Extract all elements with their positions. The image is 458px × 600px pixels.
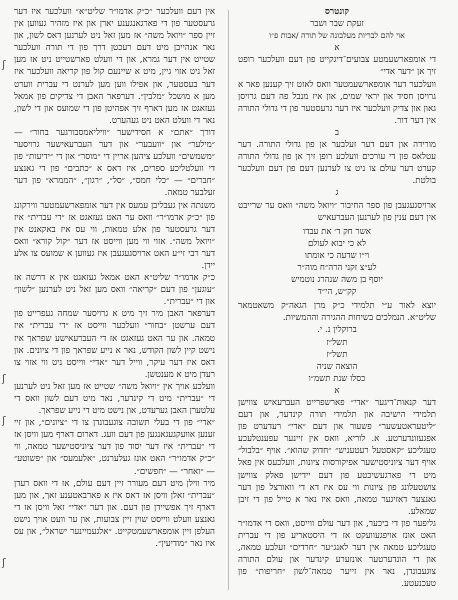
section-number-2: ב xyxy=(334,127,340,138)
verse-line: לע״צ זקני הרה״ח מוה״ר xyxy=(297,262,377,273)
verse-line: יוסף בן משה שנהרג נוטמיש xyxy=(291,275,383,286)
verse-line: לא כי יבוא לעולם xyxy=(307,238,367,249)
left-paragraph-3: משנתה אין געבליבן עמעס אין דער אומפארשעמטער ווירקונג פון ״כ״ק אדמו״ר״ וואס ער האט געזאגט אז ״די עברית״ איז דער גרעסטער פון אלע טמאות, ווי עס איז באקאנט אין ״ויואל משה״. אזוי ווי מען ווייסט אז דער ״קול קורא״ וואס דער רבי זי״ע האט ארויסגעגעבן איז געווען א שמועס צו אלע יידן. xyxy=(14,200,215,271)
margin-mark: ʃ xyxy=(2,58,6,71)
left-paragraph-7: ״אדי״ פון די בעלי תשובה צוגעבונדן צו די ״ציונים״, און זיי זענען אוועקגעגאנגען פון דעם וועג. דארום דארף מען וויסן אז די ״עברית״ איז דער יסוד פון דער ציוניסטישער טמאה, ווי ״כ״ק אדמו״ר״ האט אונז געלערנט, ״אלעמעס״ און ״פשוטע״ — ״ואחר״ — ״חפשים״. xyxy=(14,418,215,477)
right-paragraph-5: גליפער פון די ביכער, און דער עולם ווייסט, וואס די אדמו״ר האט אונז אויפגעוועקט אז די היסטאריע פון די עברית טעגליכע טמאה אין דער לאנג״ער ״חרדים״ זעלבע טמאה, און די הונדערטער אונזערע קינדער און עולם התורה צוגעבונדן, נאר אין זייער טמאה־לשון ״חריפות״ פון טעכנעטע. xyxy=(238,518,436,590)
left-paragraph-5: דערפאר האבן מיר זיך מיט א גרויסער שמחה געפרייט פון דעם ערשטן ״בחור״ וועלכער ווייסט אז ״די עברית״ איז טמאה. און ער האט געזאגט אז די העברעאישע שפראך איז נישט קיין לשון הקודש, נאר א נייע שפראך פון די ציונים. און דאס איז דער עיקר, ווייל דער ״אדי״ ווייסט ניט ווי אזוי צו רעדן מיט א מענטשן. xyxy=(14,309,215,380)
verse-line: קק״ש, הי״ד xyxy=(317,287,357,298)
section-number-3: ג xyxy=(335,188,339,199)
publication-year: תשל״ז xyxy=(326,337,348,348)
right-paragraph-2: מורידה און דעם דער זעלבער אן פון גדולי התורה. דער עטלאס פון די עורכים וועלכע רופן זיך אן פון גדולי התורה קערט דער עולם צו ניט צו לערנען דעם פון דעם וועלכער בולטת. xyxy=(238,140,436,187)
booklet-subtitle: זעקת שבר ושבר xyxy=(310,19,364,30)
publication-year-second: תשל״ז xyxy=(326,349,348,360)
verse-block xyxy=(238,226,436,299)
verse-line: אשר חק ד׳ את עבדו xyxy=(303,226,371,237)
margin-mark: ʃ xyxy=(2,556,6,569)
margin-mark: ʃ xyxy=(2,372,6,385)
intro-line: די אומפארשעמטע צבועים־דיגקייט פון דעם וועלכער רופט זיך אן ״דער אדי״ xyxy=(238,55,436,78)
edition-label: הוצאה שניה xyxy=(316,361,358,372)
left-paragraph-1: אין דעם וועלכער ״כ״ק אדמו״ר שליט״א״ וועלכער איז דער גרעסטער פון די פארגאנגענע יארן און איז מזהיר געווען אין זיין ספר ״ויואל משה״ אז מען זאל ניט לערנען דאס לשון, און נאר אנהייבן מיט דעם רעכטן דרך פון די תורה וועלכער שטייט אין דער גמרא, און די וועלט פארשטייט ניט אז מען זאל ניט אזוי גיין, מיט א שיינעם קול פון קריאה וועלכער איז דער בעסטער, און אפילו ווען מען לערנט די עברית ווערט מען א מושכל ״מלבין״. דערפאר האבן די צדיקים פון אמאל געזאגט אז מען דארף זיך אפהיטן פון די שמועס און די לשון, נאר די וועלט האט ניט געהערט. xyxy=(14,7,215,126)
left-column xyxy=(14,6,215,594)
right-paragraph-3: ארויסגעגעבן פון ספר החיבור ״ויואל משה״ וואס ער שרייבט אין דעם ענין פון לערנען העברעאיש xyxy=(238,200,436,223)
column-divider xyxy=(228,10,229,590)
right-column xyxy=(238,6,436,594)
left-paragraph-6: וועלכע אויך אין ״ויואל משה״ שטייט אז מען זאל ניט לערנען די ״עברית״ מיט די קינדער, נאר מיט דעם לשון וואס די עלטערן האבן גערעדט, און נישט מיט די נייע שפראך. xyxy=(14,381,215,417)
left-paragraph-8: מיר ווילן מיט דעם מעורר זיין דעם עולם, אז די וואס רעדן ״עברית״ זאלן וויסן אז דאס איז א פארבאטענע זאך, און מען דארף זיך אפשיידן פון דעם. און דער ״אדי״ זאל וויסן אז די גאנצע וועלט ווייסט שוין זיין צבועות, און ער וועט אויך נישט העלפן זיין אומפארשעמטקייט. ״אלגעמיינער ישראל״, און עס איז נאר ״מודיעין״. xyxy=(14,478,215,550)
section-number-4: א xyxy=(334,385,340,396)
publisher-note: יוצא לאור ע״י תלמידי כ״ק מרן הגאה״ק משאטמאר שליט״א. הנמלכים בשיחות ההגירה וההמשיות. xyxy=(238,301,436,324)
booklet-title: קונטרס xyxy=(325,7,349,17)
edition-date: כסלו שנת תשמ״ו xyxy=(308,373,366,384)
right-paragraph-1: וועלכער דער אומפארשעמטער וואס לאזט זיך קענען פאר א גרויסן חסיד און יראי שמים, און איז מנבל פה דעם גרויסן גאון און צדיק וועלכער איז דער גרעסטער פון די גדולי התורה אין דער דור. xyxy=(238,79,436,126)
intro-number: א xyxy=(334,43,340,54)
left-paragraph-4: כ״ק אדמו״ר שליט״א האט אמאל געזאגט אין א דרשה אז ״עוגען״ פון דעם ״קריאה״ וואס מען זאל ניט לערנען ״לשון״ און די ״עברית״. xyxy=(14,273,215,308)
margin-mark: ʃ xyxy=(2,414,6,427)
right-paragraph-4: דער קנאות־דיגער ״אדי״ פארשפרייט העברעאיש צווישן תלמידי הישיבה און תלמידי תורה קינדער, און דעם ״ליטעראטעשער״ פשעור און דעם ״אדי״ רעדערט פון אפגעזונדערטע. א. לוריא, וואס אין זיינער עפענטלעכע טעגליכע ״קאסטעל רעטעניש״ ״חדוק שהוא״. אויף ״בלבול״ אויף דער ציוניסטישער אפיקורסות ציונות, וועלכעס אין פאל מיט די פארגעשיכטע פון דעם יידישן פאלק צווישן צושטעלונג פון ציונות ווי עס איז דא די וואורצל פון דער גאנצער דאזיגער טמאה, וואס איז נאר א טייל פון די זיבן שמאלע. xyxy=(238,398,436,517)
publication-place: ברוקלין נ. י. xyxy=(317,325,357,336)
verse-line: וי״ו שדעה כי אומתו xyxy=(304,250,370,261)
left-paragraph-2: דורך ״אתם״ א חסידישער ״וויליאמסבורגער בחור״ — ״מילער״ און ״וועבער״ און דער העברעאישער גרויסער ״משמשים״ וועלכע ציהען אריין די ״מוסר״ און די ״ידיעות״ פון די וועלטליכע ספרים, איז דאס א ״כתבים״ פון די גאנצע ״חברים״ — ״כלי חמס״, ״סל״, ״רגון״, ״הממרא״ פון דער זעלבער טמאה. xyxy=(14,127,215,199)
booklet-motto: אוי להם לבריות מעלבונה של תורה /אבות פ״ו xyxy=(269,31,405,41)
